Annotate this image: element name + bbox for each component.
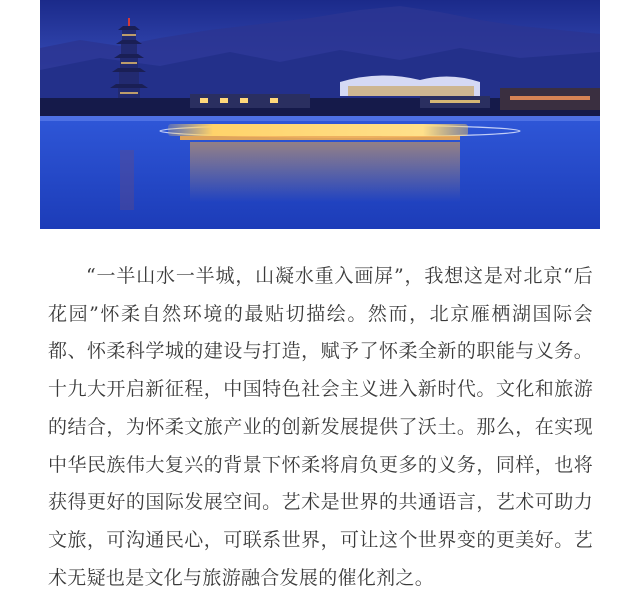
light-reflection <box>190 142 460 202</box>
pagoda-reflection <box>120 150 134 210</box>
lake-night-image <box>40 0 600 229</box>
article-body <box>48 258 593 597</box>
article-paragraph: “一半山水一半城，山凝水重入画屏”，我想这是对北京“后花园”怀柔自然环境的最贴切描绘。然而，北京雁栖湖国际会都、怀柔科学城的建设与打造，赋予了怀柔全新的职能与义务。十九大开启新征程，中国特色社会主义进入新时代。文化和旅游的结合，为怀柔文旅产业的创新发展提供了沃土。那么，在实现中华民族伟大复兴的背景下怀柔将肩负更多的义务，同样，也将获得更好的国际发展空间。艺术是世界的共通语言，艺术可助力文旅，可沟通民心，可联系世界，可让这个世界变的更美好。艺术无疑也是文化与旅游融合发展的催化剂之。 <box>48 265 593 589</box>
lake-photo <box>40 0 600 229</box>
